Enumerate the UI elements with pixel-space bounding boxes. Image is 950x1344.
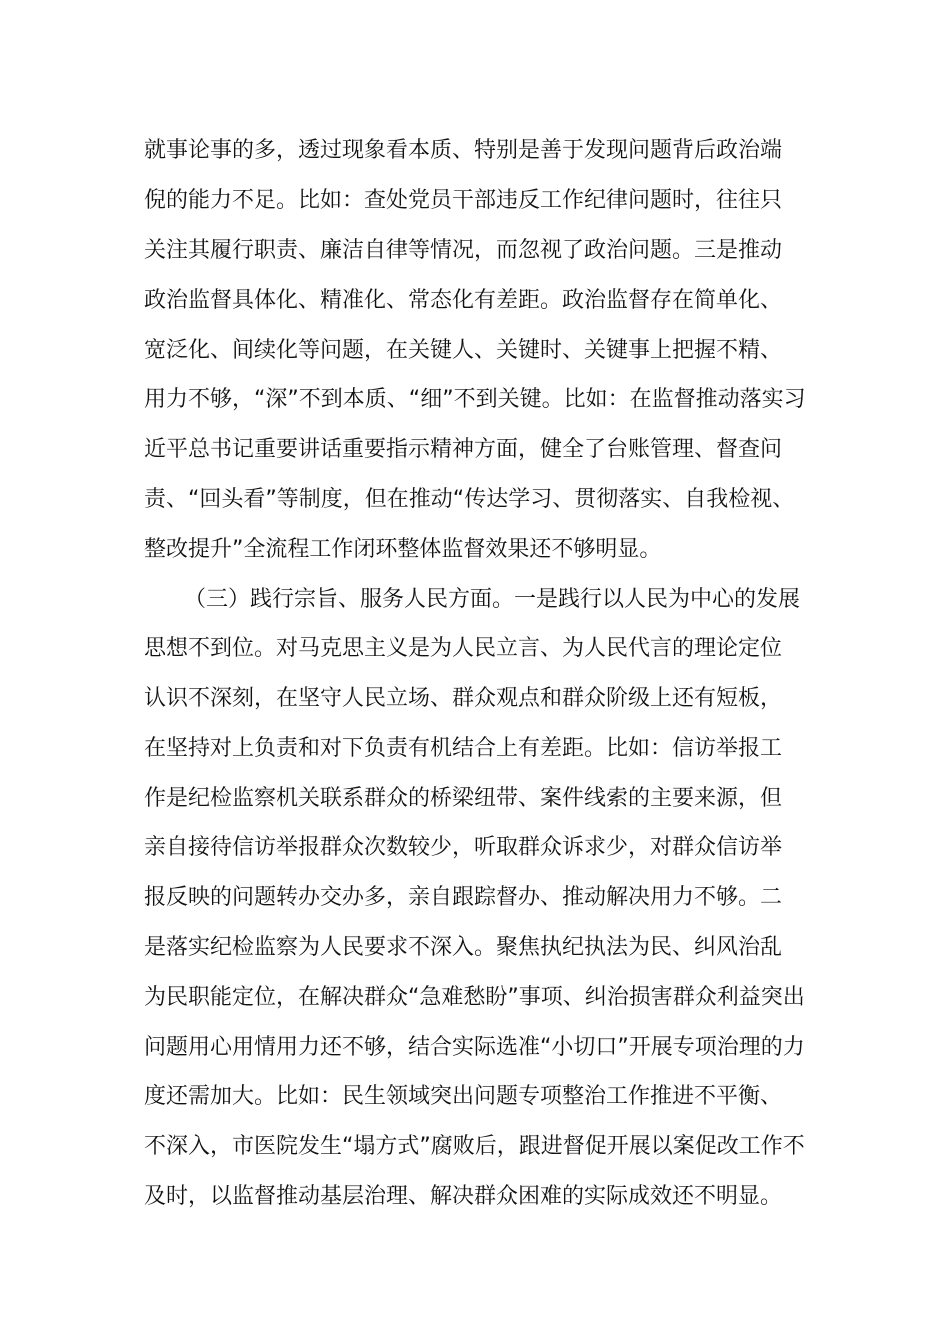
text-line: 报反映的问题转办交办多，亲自跟踪督办、推动解决用力不够。二	[144, 885, 783, 910]
text-line: 认识不深刻，在坚守人民立场、群众观点和群众阶级上还有短板，	[144, 686, 783, 711]
text-line: 近平总书记重要讲话重要指示精神方面，健全了台账管理、督查问	[144, 437, 783, 462]
text-line: 问题用心用情用力还不够，结合实际选准“小切口”开展专项治理的力	[144, 1035, 805, 1060]
text-line: 就事论事的多，透过现象看本质、特别是善于发现问题背后政治端	[144, 138, 783, 163]
text-line: 用力不够，“深”不到本质、“细”不到关键。比如：在监督推动落实习	[144, 387, 806, 412]
text-line: 思想不到位。对马克思主义是为人民立言、为人民代言的理论定位	[144, 636, 783, 661]
text-line: 整改提升”全流程工作闭环整体监督效果还不够明显。	[144, 537, 662, 562]
text-line: 为民职能定位，在解决群众“急难愁盼”事项、纠治损害群众利益突出	[144, 985, 805, 1010]
text-line: 及时，以监督推动基层治理、解决群众困难的实际成效还不明显。	[144, 1184, 783, 1209]
text-line: 是落实纪检监察为人民要求不深入。聚焦执纪执法为民、纠风治乱	[144, 935, 783, 960]
text-line: 责、“回头看”等制度，但在推动“传达学习、贯彻落实、自我检视、	[144, 487, 795, 512]
text-line: 倪的能力不足。比如：查处党员干部违反工作纪律问题时，往往只	[144, 188, 783, 213]
text-line: 宽泛化、间续化等问题，在关键人、关键时、关键事上把握不精、	[144, 338, 783, 363]
text-line: 政治监督具体化、精准化、常态化有差距。政治监督存在简单化、	[144, 288, 783, 313]
text-line: 亲自接待信访举报群众次数较少，听取群众诉求少，对群众信访举	[144, 835, 783, 860]
text-line: 在坚持对上负责和对下负责有机结合上有差距。比如：信访举报工	[144, 736, 783, 761]
text-line: 不深入，市医院发生“塌方式”腐败后，跟进督促开展以案促改工作不	[144, 1134, 805, 1159]
paragraph-first-line: （三）践行宗旨、服务人民方面。一是践行以人民为中心的发展	[184, 587, 801, 612]
text-line: 度还需加大。比如：民生领域突出问题专项整治工作推进不平衡、	[144, 1084, 783, 1109]
text-line: 关注其履行职责、廉洁自律等情况，而忽视了政治问题。三是推动	[144, 238, 783, 263]
text-line: 作是纪检监察机关联系群众的桥梁纽带、案件线索的主要来源，但	[144, 786, 783, 811]
